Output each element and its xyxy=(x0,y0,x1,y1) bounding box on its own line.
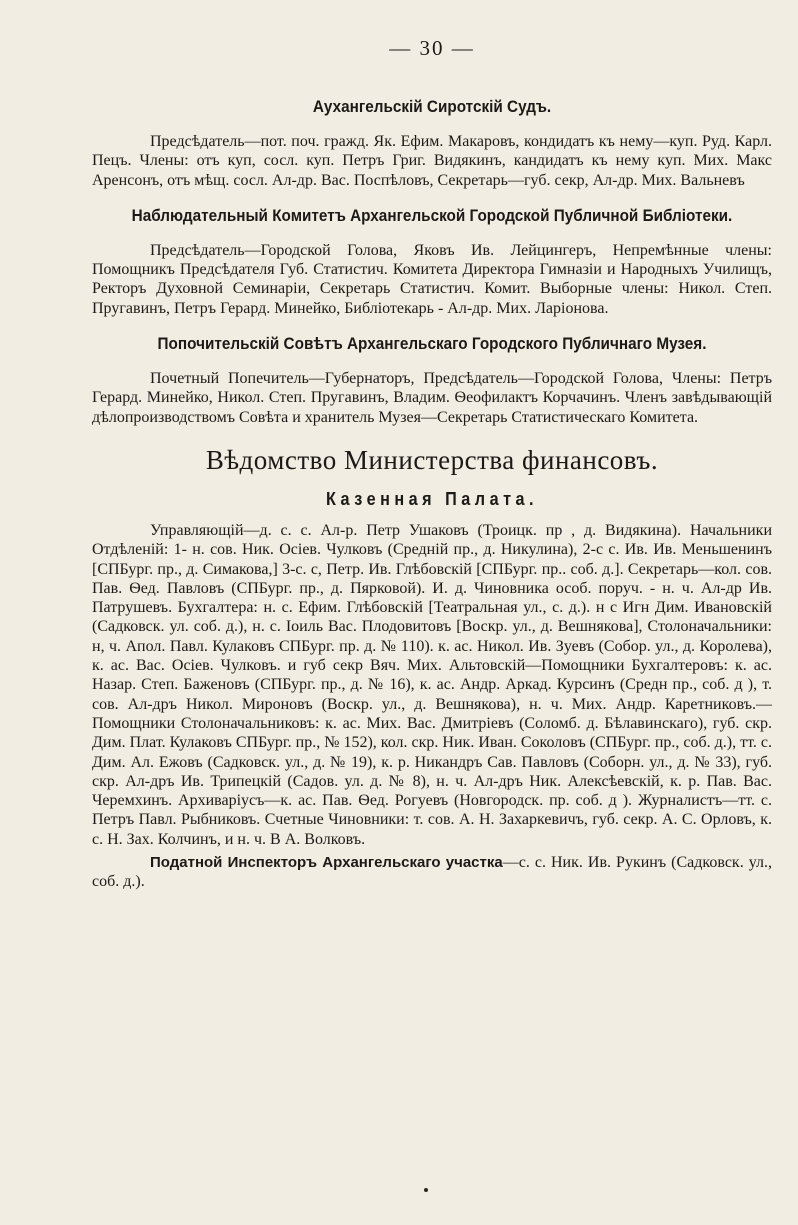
page-number: — 30 — xyxy=(389,36,475,60)
section-text-museum-council: Почетный Попечитель—Губернаторъ, Предсѣдатель—Городской Голова, Члены: Петръ Герард. Минейко, Никол. Степ. Пругавинъ, Владим. Ѳеофилактъ Корчачинъ. Членъ завѣдывающій дѣлопроизводствомъ Совѣта и хранитель Музея—Секретарь Статистическаго Комитета. xyxy=(92,370,772,426)
department-text: Управляющій—д. с. с. Ал-р. Петр Ушаковъ (Троицк. пр , д. Видякина). Начальники Отдѣленій: 1- н. сов. Ник. Осіев. Чулковъ (Средній пр., д. Никулина), 2-с с. Ив. Ив. Меньшенинъ [СПБург. пр., д. Симакова,] 3-с. с, Петр. Ив. Глѣбовскій [СПБург. пр.. соб. д.]. Секретарь—кол. сов. Пав. Ѳед. Павловъ (СПБург. пр., д. Пярковой). И. д. Чиновника особ. поруч. - н. ч. Ал-др Ив. Патрушевъ. Бухгалтера: н. с. Ефим. Глѣбовскій [Театральная ул., с. д.). н с Игн Дим. Ивановскій (Садковск. ул. соб. д.), н. с. Іоиль Вас. Плодовитовъ [Воскр. ул., д. Вешнякова], Столоначальники: н, ч. Апол. Павл. Кулаковъ СПБург. пр. д. № 110). к. ас. Никол. Ив. Зуевъ (Собор. ул., д. Королева), к. ас. Вас. Осіев. Чулковъ. и губ секр Вяч. Мих. Альтовскій—Помощники Бухгалтеровъ: к. ас. Назар. Степ. Баженовъ (СПБург. пр., д. № 16), к. ас. Андр. Аркад. Курсинъ (Средн пр., соб. д ), т. сов. Ал-дръ Никол. Мироновъ (Воскр. ул., д. Вешнякова), н. ч. Мих. Андр. Каретниковъ.—Помощники Столоначальниковъ: к. ас. Мих. Вас. Дмитріевъ (Соломб. д. Бѣлавинскаго), губ. скр. Дим. Плат. Кулаковъ СПБург. пр., № 152), кол. скр. Ник. Иван. Соколовъ (СПБург. пр., соб. д.), тт. с. Дим. Ал. Ежовъ (Садковск. ул., д. № 19), к. р. Никандръ Сав. Павловъ (Соборн. ул., д. № 33), губ. скр. Ал-дръ Ив. Трипецкій (Садов. ул. д. № 8), н. ч. Ал-дръ Ник. Алексѣевскій, к. р. Пав. Вас. Черемхинъ. Архиваріусъ—к. ас. Пав. Ѳед. Рогуевъ (Новгородск. пр. соб. д ). Журналистъ—тт. с. Петръ Павл. Рыбниковъ. Счетные Чиновники: т. сов. А. Н. Захаркевичъ, губ. секр. А. С. Орловъ, к. с. Н. Зах. Колчинъ, и н. ч. В А. Волковъ. xyxy=(92,521,772,848)
department-title: Вѣдомство Министерства финансовъ. xyxy=(205,444,659,475)
section-text-orphan-court: Предсѣдатель—пот. поч. гражд. Як. Ефим. Макаровъ, кондидатъ къ нему—куп. Руд. Карл. Пецъ. Члены: отъ куп, сосл. куп. Петръ Григ. Видякинъ, кандидатъ къ нему куп. Мих. Макс Аренсонъ, отъ мѣщ. сосл. Ал-др. Вас. Поспѣловъ, Секретарь—губ. секр, Ал-др. Мих. Вальневъ xyxy=(92,133,772,189)
tax-inspector-text: —с. с. Ник. Ив. Рукинъ (Садковск. ул., соб. д.). xyxy=(92,854,772,891)
tax-inspector-lead: Податной Инспекторъ Архангельскаго участка xyxy=(150,854,503,872)
section-heading-orphan-court: Аухангельскій Сиротскій Судъ. xyxy=(312,97,552,116)
section-text-library-committee: Предсѣдатель—Городской Голова, Яковъ Ив. Лейцингеръ, Непремѣнные члены: Помощникъ Предсѣдателя Губ. Статистич. Комитета Директора Гимназіи и Народныхъ Училищъ, Ректоръ Духовной Семинаріи, Секретарь Статистич. Комит. Выборные члены: Никол. Степ. Пругавинъ, Петръ Герард. Минейко, Библіотекарь - Ал-др. Мих. Ларіонова. xyxy=(92,241,772,317)
section-heading-library-committee: Наблюдательный Комитетъ Архангельской Городской Публичной Библіотеки. xyxy=(131,205,733,225)
department-heading: Казенная Палата. xyxy=(325,488,539,509)
print-dot xyxy=(424,1188,428,1192)
section-heading-museum-council: Попочительскій Совѣтъ Архангельскаго Городского Публичнаго Музея. xyxy=(157,334,707,354)
tax-inspector-paragraph xyxy=(92,853,772,892)
